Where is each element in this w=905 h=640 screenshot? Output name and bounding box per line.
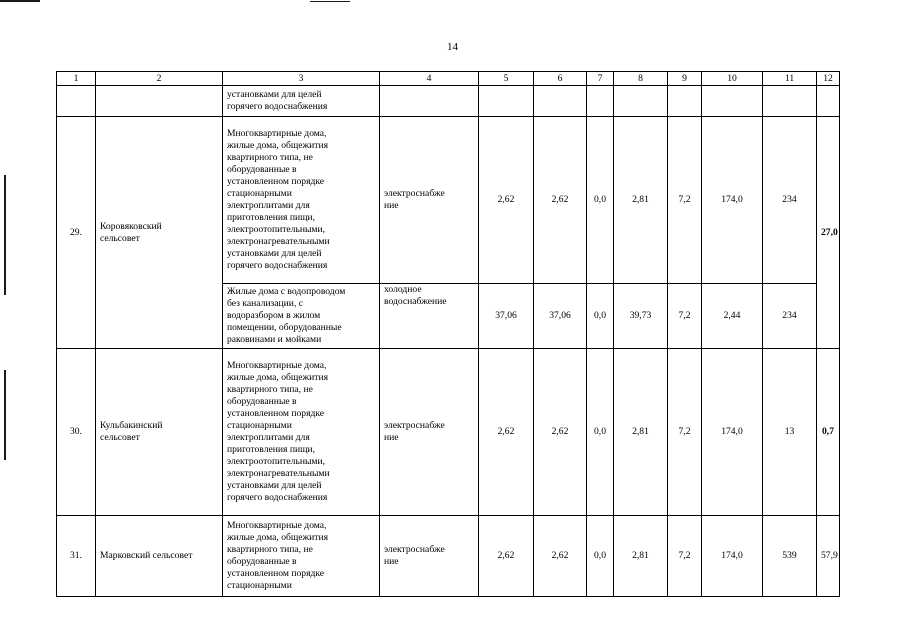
value-cell: 37,06 (534, 284, 587, 349)
row-number: 31. (57, 516, 96, 597)
scan-edge-mark-top (0, 0, 40, 2)
value-cell: 174,0 (702, 516, 763, 597)
value-cell: 2,62 (534, 349, 587, 516)
value-cell: 7,2 (668, 117, 702, 284)
utility-type: электроснабже ние (380, 117, 479, 284)
table-row (57, 349, 840, 516)
description-cell: Многоквартирные дома, жилые дома, общежития квартирного типа, не оборудованные в установленном порядке стационарными (227, 520, 329, 591)
utility-type: холодное водоснабжение (380, 284, 479, 349)
value-cell: 7,2 (668, 284, 702, 349)
value-cell: 2,44 (702, 284, 763, 349)
header-cell: 1 (57, 72, 96, 86)
header-cell: 8 (614, 72, 668, 86)
total-value: 57,9 (817, 516, 840, 597)
value-cell: 2,62 (479, 516, 534, 597)
header-cell: 4 (380, 72, 479, 86)
table-row (57, 117, 840, 284)
value-cell: 37,06 (479, 284, 534, 349)
value-cell: 0,0 (587, 349, 614, 516)
utility-type: электроснабже ние (380, 349, 479, 516)
table-row (57, 516, 840, 597)
header-cell: 2 (96, 72, 223, 86)
scan-edge-mark-left-2 (4, 370, 6, 460)
header-cell: 6 (534, 72, 587, 86)
value-cell: 39,73 (614, 284, 668, 349)
value-cell: 2,62 (534, 516, 587, 597)
value-cell: 0,0 (587, 117, 614, 284)
value-cell: 539 (763, 516, 817, 597)
municipality-name: Коровяковский сельсовет (96, 117, 223, 349)
value-cell: 0,0 (587, 284, 614, 349)
header-cell: 10 (702, 72, 763, 86)
value-cell: 7,2 (668, 516, 702, 597)
utility-type: электроснабже ние (380, 516, 479, 597)
header-cell: 9 (668, 72, 702, 86)
table-row-continuation (57, 86, 840, 117)
value-cell: 13 (763, 349, 817, 516)
value-cell: 234 (763, 284, 817, 349)
description-cell: Многоквартирные дома, жилые дома, общежития квартирного типа, не оборудованные в установленном порядке стационарными электроплитами для приготовления пищи, электроотопительными, электронагревательными установками для целей горячего водоснабжения (227, 128, 330, 271)
header-cell: 5 (479, 72, 534, 86)
total-value: 0,7 (817, 349, 840, 516)
row-number: 29. (57, 117, 96, 349)
description-cell: установками для целей горячего водоснабжения (227, 89, 328, 112)
description-cell: Многоквартирные дома, жилые дома, общежития квартирного типа, не оборудованные в установленном порядке стационарными электроплитами для приготовления пищи, электроотопительными, электронагревательными установками для целей горячего водоснабжения (227, 360, 330, 503)
header-cell: 7 (587, 72, 614, 86)
row-number: 30. (57, 349, 96, 516)
page-number: 14 (447, 41, 458, 53)
value-cell: 2,81 (614, 349, 668, 516)
tariff-table (56, 71, 840, 597)
value-cell: 2,62 (479, 117, 534, 284)
municipality-name: Марковский сельсовет (96, 516, 223, 597)
header-cell: 12 (817, 72, 840, 86)
value-cell: 2,81 (614, 117, 668, 284)
scan-edge-mark-left (4, 175, 6, 295)
header-cell: 3 (223, 72, 380, 86)
value-cell: 2,62 (534, 117, 587, 284)
value-cell: 2,81 (614, 516, 668, 597)
header-cell: 11 (763, 72, 817, 86)
description-cell: Жилые дома с водопроводом без канализации, с водоразбором в жилом помещении, оборудованные раковинами и мойками (227, 286, 346, 345)
header-row (57, 72, 840, 86)
value-cell: 174,0 (702, 117, 763, 284)
value-cell: 2,62 (479, 349, 534, 516)
scan-edge-mark-top-center (310, 1, 350, 2)
value-cell: 7,2 (668, 349, 702, 516)
value-cell: 174,0 (702, 349, 763, 516)
value-cell: 234 (763, 117, 817, 284)
total-value: 27,0 (817, 117, 840, 349)
municipality-name: Кульбакинский сельсовет (96, 349, 223, 516)
value-cell: 0,0 (587, 516, 614, 597)
